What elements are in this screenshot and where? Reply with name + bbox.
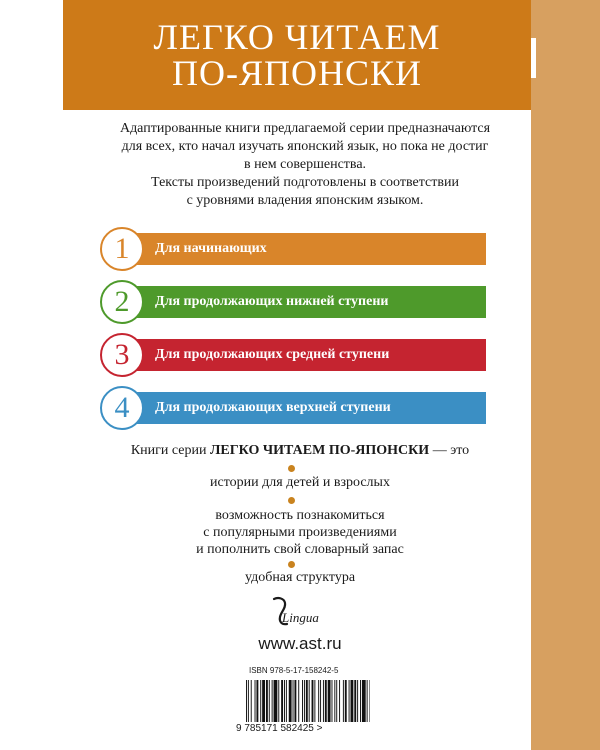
series-prefix: Книги серии (130, 443, 207, 458)
barcode-bar (302, 680, 303, 722)
barcode-bar (354, 680, 356, 722)
intro-line: для всех, кто начал изучать японский язык, но пока не достиг (121, 139, 489, 154)
feature-line: истории для детей и взрослых (210, 475, 390, 490)
barcode-bar (370, 680, 371, 722)
level-1 (100, 227, 486, 271)
barcode-bar (269, 680, 270, 722)
isbn-text: ISBN 978-5-17-158242-5 (249, 666, 339, 675)
feature-item (60, 474, 540, 491)
barcode-bar (278, 680, 279, 722)
barcode-bar (357, 680, 358, 722)
barcode-bar (248, 680, 249, 722)
barcode-bar (298, 680, 299, 722)
barcode-bar (339, 680, 340, 722)
series-statement (60, 442, 540, 460)
intro-line: с уровнями владения японским языком. (186, 193, 424, 208)
level-4-number-badge: 4 (100, 386, 144, 430)
barcode-bars (246, 680, 370, 722)
level-2-label: Для продолжающих нижней ступени (155, 294, 389, 309)
series-suffix: — это (432, 443, 470, 458)
barcode-bar (294, 680, 296, 722)
barcode-bar (262, 680, 265, 722)
bullet-dot-icon (288, 561, 295, 568)
feature-line: возможность познакомиться (215, 508, 385, 523)
level-3-number-badge: 3 (100, 333, 144, 377)
barcode-bar (284, 680, 285, 722)
barcode-bar (343, 680, 344, 722)
series-title-line-2: ПО-ЯПОНСКИ (171, 53, 422, 93)
feature-line: с популярными произведениями (203, 525, 397, 540)
bullet-dot-icon (288, 465, 295, 472)
barcode-bar (349, 680, 350, 722)
barcode-bar (304, 680, 305, 722)
level-1-number-badge: 1 (100, 227, 144, 271)
feature-item (60, 569, 540, 586)
logo-text: Lingua (282, 610, 319, 625)
intro-paragraph (80, 120, 530, 210)
barcode-bar (281, 680, 283, 722)
feature-item (60, 507, 540, 558)
barcode-bar (325, 680, 327, 722)
barcode-bar (345, 680, 347, 722)
barcode-bar (318, 680, 319, 722)
feature-line: и пополнить свой словарный запас (196, 542, 404, 557)
barcode-bar (367, 680, 368, 722)
barcode-bar (323, 680, 324, 722)
feature-line: удобная структура (244, 570, 356, 585)
barcode-bar (293, 680, 294, 722)
level-2 (100, 280, 486, 324)
lingua-logo (268, 595, 338, 629)
publisher-url: www.ast.ru (258, 634, 342, 653)
level-3-label: Для продолжающих средней ступени (155, 347, 390, 362)
barcode-bar (286, 680, 287, 722)
series-name: ЛЕГКО ЧИТАЕМ ПО-ЯПОНСКИ (209, 443, 430, 458)
barcode-area (236, 677, 376, 740)
barcode-bar (289, 680, 292, 722)
series-title-line-1: ЛЕГКО ЧИТАЕМ (153, 17, 441, 57)
barcode-bar (256, 680, 258, 722)
bullet-dot-icon (288, 497, 295, 504)
intro-line: Адаптированные книги предлагаемой серии предназначаются (119, 121, 491, 136)
barcode-bar (320, 680, 321, 722)
barcode-bar (306, 680, 308, 722)
barcode-bar (334, 680, 335, 722)
barcode-bar (255, 680, 256, 722)
barcode-bar (328, 680, 331, 722)
level-1-label: Для начинающих (155, 241, 267, 256)
barcode-bar (246, 680, 247, 722)
intro-line: в нем совершенства. (243, 157, 367, 172)
barcode-bar (362, 680, 366, 722)
barcode-bar (360, 680, 361, 722)
level-2-number-badge: 2 (100, 280, 144, 324)
barcode-bar (274, 680, 278, 722)
barcode-bar (332, 680, 333, 722)
level-4 (100, 386, 486, 430)
barcode-bar (260, 680, 261, 722)
level-3 (100, 333, 486, 377)
barcode-bar (272, 680, 273, 722)
level-4-label: Для продолжающих верхней ступени (155, 400, 391, 415)
barcode-bar (251, 680, 252, 722)
series-title-banner (63, 0, 531, 110)
intro-line: Тексты произведений подготовлены в соответствии (151, 175, 459, 190)
barcode-bar (266, 680, 268, 722)
barcode-bar (336, 680, 337, 722)
spine-edge (531, 0, 600, 750)
barcode-bar (314, 680, 315, 722)
barcode-bar (309, 680, 310, 722)
barcode-bar (312, 680, 314, 722)
barcode-digits: 9 785171 582425 > (236, 723, 323, 734)
barcode-bar (351, 680, 354, 722)
spine-notch (531, 38, 536, 78)
